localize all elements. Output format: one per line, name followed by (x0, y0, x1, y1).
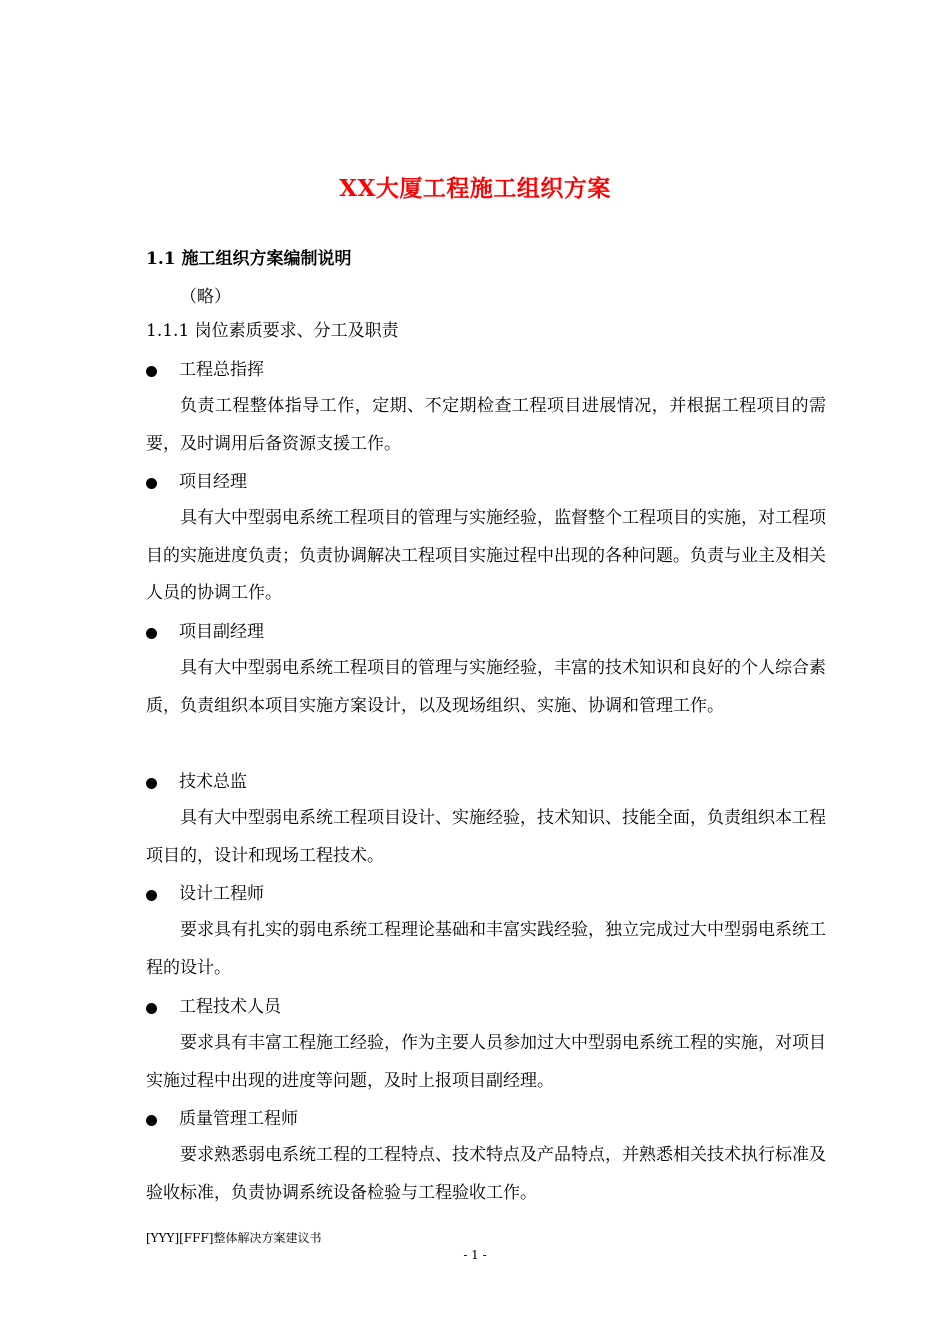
bullet-icon (146, 628, 157, 639)
subsection-heading: 1.1.1 岗位素质要求、分工及职责 (146, 321, 399, 341)
footer-page-number: - 1 - (463, 1248, 487, 1262)
role-description: 具有大中型弱电系统工程项目的管理与实施经验，监督整个工程项目的实施，对工程项目的实施进度负责；负责协调解决工程项目实施过程中出现的各种问题。负责与业主及相关人员的协调工作。 (146, 508, 826, 604)
role-description: 要求具有扎实的弱电系统工程理论基础和丰富实践经验，独立完成过大中型弱电系统工程的设计。 (146, 920, 826, 978)
footer-document-name: [YYY][FFF]整体解决方案建议书 (146, 1231, 322, 1245)
role-item-commander (146, 355, 826, 463)
document-title: XX大厦工程施工组织方案 (339, 175, 611, 202)
role-title: 设计工程师 (179, 884, 264, 904)
bullet-icon (146, 478, 157, 489)
role-title: 技术总监 (179, 772, 247, 792)
role-item-design-engineer (146, 879, 826, 987)
role-item-quality-engineer (146, 1104, 826, 1212)
section-heading: 1.1 施工组织方案编制说明 (146, 249, 352, 269)
role-title: 工程技术人员 (179, 997, 281, 1017)
role-description: 具有大中型弱电系统工程项目设计、实施经验，技术知识、技能全面，负责组织本工程项目的，设计和现场工程技术。 (146, 808, 826, 866)
role-item-project-manager (146, 467, 826, 613)
role-description: 要求熟悉弱电系统工程的工程特点、技术特点及产品特点，并熟悉相关技术执行标准及验收标准，负责协调系统设备检验与工程验收工作。 (146, 1145, 826, 1203)
role-title: 质量管理工程师 (179, 1109, 298, 1129)
role-title: 项目经理 (179, 472, 247, 492)
role-item-deputy-manager (146, 617, 826, 725)
bullet-icon (146, 366, 157, 377)
role-item-engineering-staff (146, 992, 826, 1100)
role-title: 项目副经理 (179, 622, 264, 642)
bullet-icon (146, 1115, 157, 1126)
role-description: 要求具有丰富工程施工经验，作为主要人员参加过大中型弱电系统工程的实施，对项目实施过程中出现的进度等问题，及时上报项目副经理。 (146, 1033, 826, 1091)
role-item-technical-director (146, 767, 826, 875)
bullet-icon (146, 1003, 157, 1014)
omitted-note: （略） (180, 287, 231, 307)
bullet-icon (146, 890, 157, 901)
bullet-icon (146, 778, 157, 789)
role-title: 工程总指挥 (179, 360, 264, 380)
role-description: 负责工程整体指导工作，定期、不定期检查工程项目进展情况，并根据工程项目的需要，及时调用后备资源支援工作。 (146, 396, 826, 454)
role-description: 具有大中型弱电系统工程项目的管理与实施经验，丰富的技术知识和良好的个人综合素质，负责组织本项目实施方案设计，以及现场组织、实施、协调和管理工作。 (146, 658, 826, 716)
